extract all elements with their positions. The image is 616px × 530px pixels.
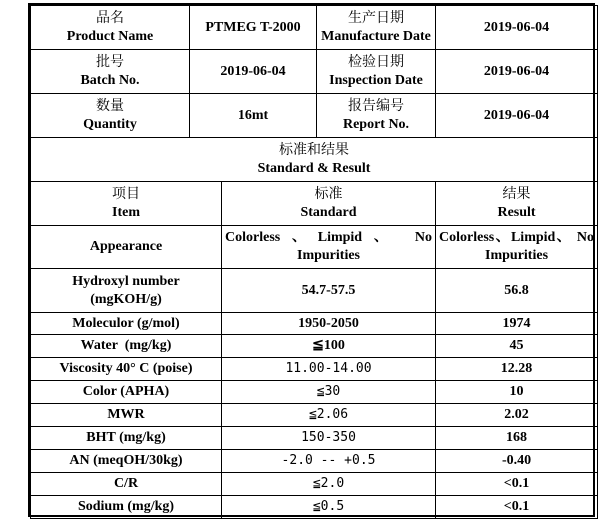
table-row: [31, 226, 598, 269]
header-row-product: [31, 6, 598, 50]
standard-cell: ≦100: [222, 335, 436, 358]
result-cell: 2.02: [436, 404, 598, 427]
column-header-result: 结果 Result: [436, 182, 598, 226]
item-cell: Viscosity 40° C (poise): [31, 358, 222, 381]
item-cell: AN (meqOH/30kg): [31, 450, 222, 473]
item-cell: BHT (mg/kg): [31, 427, 222, 450]
manufacture-date-value: 2019-06-04: [436, 6, 598, 50]
section-title: 标准和结果 Standard & Result: [31, 138, 598, 182]
product-name-label: 品名 Product Name: [31, 6, 190, 50]
table-row: [31, 427, 598, 450]
standard-cell: -2.0 -- +0.5: [222, 450, 436, 473]
standard-cell: ≦30: [222, 381, 436, 404]
result-cell: 45: [436, 335, 598, 358]
result-cell: 1974: [436, 313, 598, 335]
header-row-batch: [31, 50, 598, 94]
inspection-date-value: 2019-06-04: [436, 50, 598, 94]
standard-cell: ≦2.06: [222, 404, 436, 427]
batch-no-label: 批号 Batch No.: [31, 50, 190, 94]
item-cell: MWR: [31, 404, 222, 427]
quantity-value: 16mt: [190, 94, 317, 138]
result-cell: Colorless、Limpid、 No Impurities: [436, 226, 598, 269]
result-cell: <0.1: [436, 473, 598, 496]
inspection-report-table: [30, 5, 598, 519]
report-no-label: 报告编号 Report No.: [317, 94, 436, 138]
standard-cell: 1950-2050: [222, 313, 436, 335]
table-row: [31, 358, 598, 381]
manufacture-date-label: 生产日期 Manufacture Date: [317, 6, 436, 50]
item-cell: Moleculor (g/mol): [31, 313, 222, 335]
quantity-label: 数量 Quantity: [31, 94, 190, 138]
table-row: [31, 381, 598, 404]
column-header-standard: 标准 Standard: [222, 182, 436, 226]
batch-no-value: 2019-06-04: [190, 50, 317, 94]
result-cell: <0.1: [436, 496, 598, 519]
product-name-value: PTMEG T-2000: [190, 6, 317, 50]
result-cell: 12.28: [436, 358, 598, 381]
standard-cell: 11.00-14.00: [222, 358, 436, 381]
result-cell: 10: [436, 381, 598, 404]
report-sheet: [28, 3, 595, 517]
table-row: [31, 313, 598, 335]
standard-cell: 54.7-57.5: [222, 269, 436, 313]
table-row: [31, 450, 598, 473]
standard-cell: ≦2.0: [222, 473, 436, 496]
result-cell: 56.8: [436, 269, 598, 313]
table-row: [31, 269, 598, 313]
standard-cell: Colorless、Limpid、 No Impurities: [222, 226, 436, 269]
item-cell: Color (APHA): [31, 381, 222, 404]
table-row: [31, 473, 598, 496]
table-row: [31, 496, 598, 519]
section-title-row: [31, 138, 598, 182]
item-cell: Sodium (mg/kg): [31, 496, 222, 519]
standard-cell: 150-350: [222, 427, 436, 450]
column-header-row: [31, 182, 598, 226]
item-cell: Appearance: [31, 226, 222, 269]
inspection-date-label: 检验日期 Inspection Date: [317, 50, 436, 94]
item-cell: C/R: [31, 473, 222, 496]
item-cell: Water (mg/kg): [31, 335, 222, 358]
header-row-quantity: [31, 94, 598, 138]
standard-cell: ≦0.5: [222, 496, 436, 519]
table-row: [31, 404, 598, 427]
report-no-value: 2019-06-04: [436, 94, 598, 138]
column-header-item: 项目 Item: [31, 182, 222, 226]
item-cell: Hydroxyl number (mgKOH/g): [31, 269, 222, 313]
result-cell: 168: [436, 427, 598, 450]
table-row: [31, 335, 598, 358]
result-cell: -0.40: [436, 450, 598, 473]
